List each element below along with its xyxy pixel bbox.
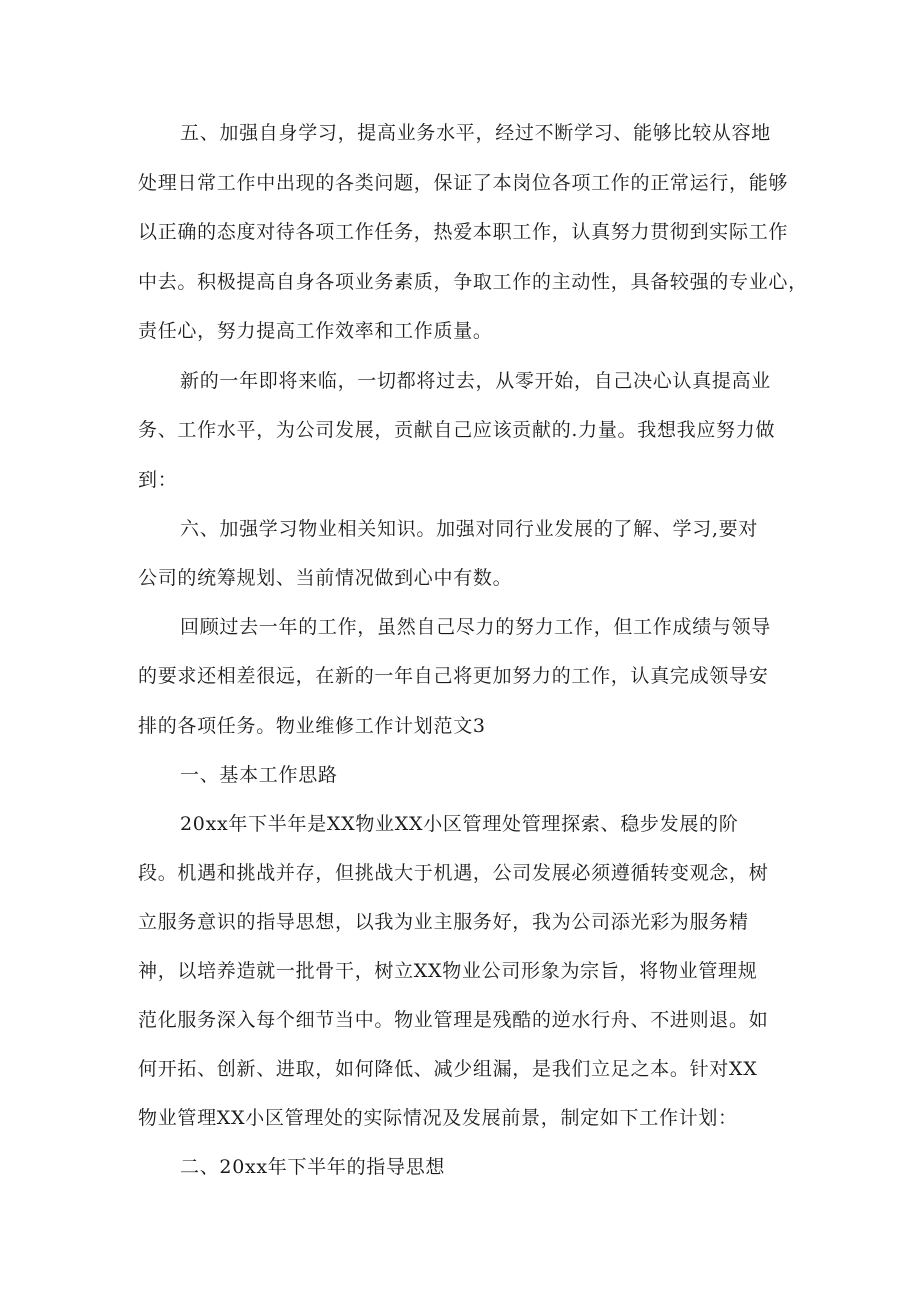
paragraph-line: 排的各项任务。物业维修工作计划范文3 [138, 715, 486, 737]
paragraph-line: 范化服务深入每个细节当中。物业管理是残酷的逆水行舟、不进则退。如 [138, 1009, 769, 1031]
paragraph-line: 的要求还相差很远，在新的一年自己将更加努力的工作，认真完成领导安 [138, 665, 769, 687]
paragraph-line: 以正确的态度对待各项工作任务，热爱本职工作，认真努力贯彻到实际工作 [138, 221, 789, 243]
paragraph-line: 立服务意识的指导思想，以我为业主服务好，我为公司添光彩为服务精 [138, 911, 749, 933]
paragraph-line: 神，以培养造就一批骨干，树立XX物业公司形象为宗旨，将物业管理规 [138, 960, 758, 982]
paragraph-line: 何开拓、创新、进取，如何降低、减少组漏，是我们立足之本。针对XX [138, 1058, 758, 1080]
paragraph-line: 责任心，努力提高工作效率和工作质量。 [138, 320, 493, 342]
paragraph-line: 公司的统筹规划、当前情况做到心中有数。 [138, 567, 513, 589]
paragraph-line: 回顾过去一年的工作，虽然自己尽力的努力工作，但工作成绩与领导 [180, 616, 772, 638]
paragraph-line: 五、加强自身学习，提高业务水平，经过不断学习、能够比较从容地 [180, 122, 772, 144]
paragraph-line: 段。机遇和挑战并存，但挑战大于机遇，公司发展必须遵循转变观念，树 [138, 862, 769, 884]
paragraph-line: 物业管理XX小区管理处的实际情况及发展前景，制定如下工作计划： [138, 1107, 738, 1129]
paragraph-line: 务、工作水平，为公司发展，贡献自己应该贡献的.力量。我想我应努力做 [138, 419, 776, 441]
paragraph-line: 到： [138, 469, 178, 491]
paragraph-line: 六、加强学习物业相关知识。加强对同行业发展的了解、学习,要对 [180, 518, 759, 540]
section-heading: 二、20xx年下半年的指导思想 [180, 1156, 446, 1178]
paragraph-line: 20xx年下半年是XX物业XX小区管理处管理探索、稳步发展的阶 [180, 813, 739, 835]
paragraph-line: 处理日常工作中出现的各类问题，保证了本岗位各项工作的正常运行，能够 [138, 172, 789, 194]
section-heading: 一、基本工作思路 [180, 764, 338, 786]
paragraph-line: 新的一年即将来临，一切都将过去，从零开始，自己决心认真提高业 [180, 370, 772, 392]
paragraph-line: 中去。积极提高自身各项业务素质，争取工作的主动性，具备较强的专业心， [138, 271, 808, 293]
